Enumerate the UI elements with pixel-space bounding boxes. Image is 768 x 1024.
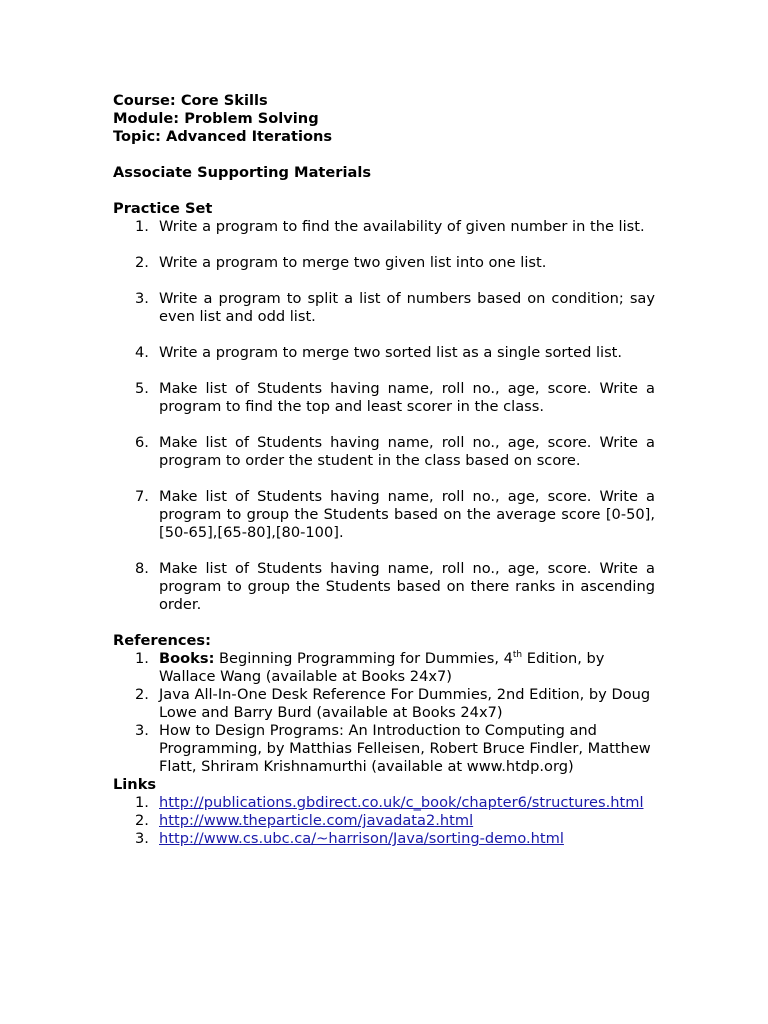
- link-cs-ubc[interactable]: http://www.cs.ubc.ca/~harrison/Java/sorting-demo.html: [159, 830, 564, 847]
- link-item: 3. http://www.cs.ubc.ca/~harrison/Java/sorting-demo.html: [135, 830, 564, 847]
- practice-list: [113, 218, 655, 614]
- topic-line: Topic: Advanced Iterations: [113, 128, 333, 145]
- links-list: [113, 794, 655, 848]
- reference-item: 1. Books: Beginning Programming for Dummies, 4th Edition, by Wallace Wang (available at Books 24x7): [135, 650, 605, 685]
- books-label: Books:: [159, 650, 215, 667]
- course-line: Course: Core Skills: [113, 92, 268, 109]
- practice-item: 1. Write a program to find the availability of given number in the list.: [135, 218, 645, 235]
- practice-item: 5. Make list of Students having name, roll no., age, score. Write a program to find the top and least scorer in the class.: [135, 380, 655, 415]
- module-line: Module: Problem Solving: [113, 110, 319, 127]
- practice-item: 3. Write a program to split a list of numbers based on condition; say even list and odd list.: [135, 290, 655, 325]
- references-list: [113, 650, 655, 776]
- document-page: [113, 92, 655, 848]
- practice-item: 4. Write a program to merge two sorted list as a single sorted list.: [135, 344, 623, 361]
- links-title: Links: [113, 776, 157, 793]
- practice-item: 7. Make list of Students having name, roll no., age, score. Write a program to group the Students based on the average score [0-50],[50-65],[65-80],[80-100].: [135, 488, 655, 541]
- practice-item: 8. Make list of Students having name, roll no., age, score. Write a program to group the Students based on there ranks in ascending order.: [135, 560, 655, 613]
- link-publications-gbdirect[interactable]: http://publications.gbdirect.co.uk/c_book/chapter6/structures.html: [159, 794, 644, 811]
- reference-item: 3. How to Design Programs: An Introduction to Computing and Programming, by Matthias Felleisen, Robert Bruce Findler, Matthew Flatt, Shriram Krishnamurthi (available at www.htdp.org): [135, 722, 651, 775]
- practice-item: 6. Make list of Students having name, roll no., age, score. Write a program to order the student in the class based on score.: [135, 434, 655, 469]
- reference-item: 2. Java All-In-One Desk Reference For Dummies, 2nd Edition, by Doug Lowe and Barry Burd (available at Books 24x7): [135, 686, 651, 721]
- references-title: References:: [113, 632, 211, 649]
- practice-set-title: Practice Set: [113, 200, 213, 217]
- practice-item: 2. Write a program to merge two given list into one list.: [135, 254, 547, 271]
- supporting-materials-title: Associate Supporting Materials: [113, 164, 372, 181]
- link-item: 1. http://publications.gbdirect.co.uk/c_book/chapter6/structures.html: [135, 794, 644, 811]
- link-theparticle[interactable]: http://www.theparticle.com/javadata2.html: [159, 812, 474, 829]
- link-item: 2. http://www.theparticle.com/javadata2.html: [135, 812, 474, 829]
